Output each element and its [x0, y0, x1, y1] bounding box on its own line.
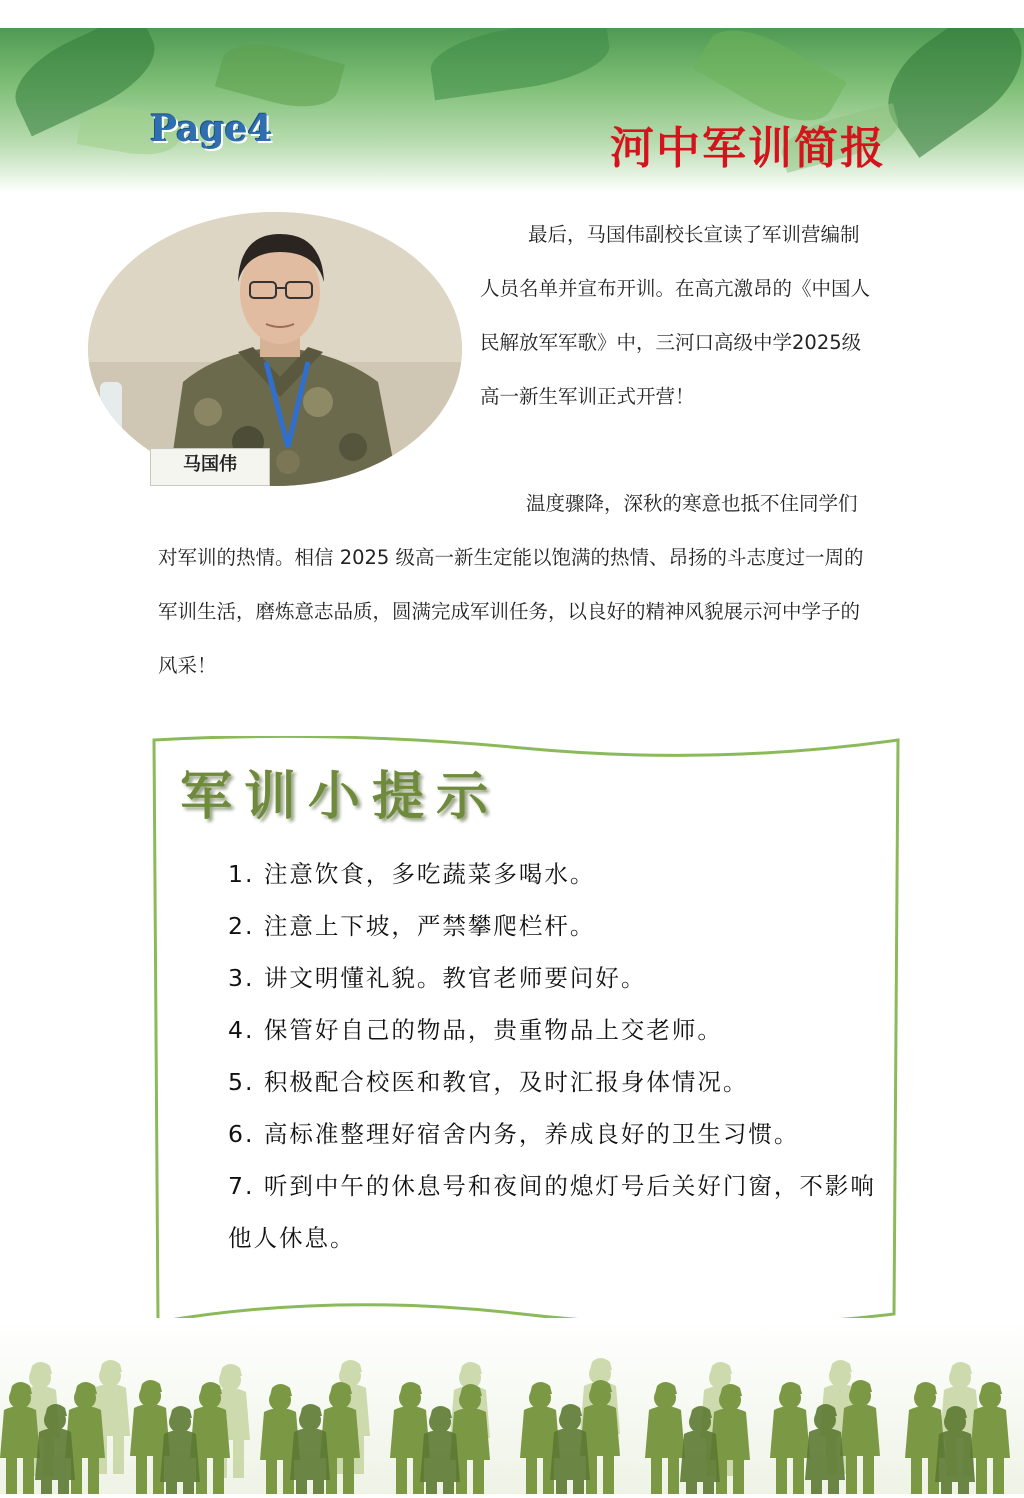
tips-list: [228, 848, 898, 1264]
page-label: Page4: [150, 108, 273, 150]
tip-item: 5. 积极配合校医和教官，及时汇报身体情况。: [228, 1068, 749, 1096]
soldiers-footer-illustration: [0, 1318, 1024, 1494]
tip-item: 3. 讲文明懂礼貌。教官老师要问好。: [228, 964, 647, 992]
article-paragraph: [480, 208, 875, 424]
speaker-photo: [88, 212, 462, 486]
tip-item: 2. 注意上下坡，严禁攀爬栏杆。: [228, 912, 596, 940]
tip-item: 1. 注意饮食，多吃蔬菜多喝水。: [228, 860, 596, 888]
tip-item: 4. 保管好自己的物品，贵重物品上交老师。: [228, 1016, 723, 1044]
article-paragraph-text: 最后，马国伟副校长宣读了军训营编制人员名单并宣布开训。在高亢激昂的《中国人民解放军军歌》中，三河口高级中学2025级高一新生军训正式开营！: [480, 223, 871, 408]
page-title: 河中军训简报: [610, 123, 886, 174]
leaf-decoration: [427, 28, 614, 100]
article-paragraph-text: 温度骤降，深秋的寒意也抵不住同学们对军训的热情。相信 2025 级高一新生定能以饱满的热情、昂扬的斗志度过一周的军训生活，磨炼意志品质，圆满完成军训任务，以良好的精神风貌展示河中学子的风采！: [158, 492, 864, 677]
tip-item: 7. 听到中午的休息号和夜间的熄灯号后关好门窗，不影响他人休息。: [228, 1172, 876, 1252]
tips-title: 军训小提示: [180, 766, 501, 827]
leaf-decoration: [215, 33, 345, 117]
nameplate: 马国伟: [150, 448, 270, 486]
article-paragraph: [158, 477, 876, 693]
tip-item: 6. 高标准整理好宿舍内务，养成良好的卫生习惯。: [228, 1120, 800, 1148]
leaf-decoration: [868, 28, 1024, 158]
